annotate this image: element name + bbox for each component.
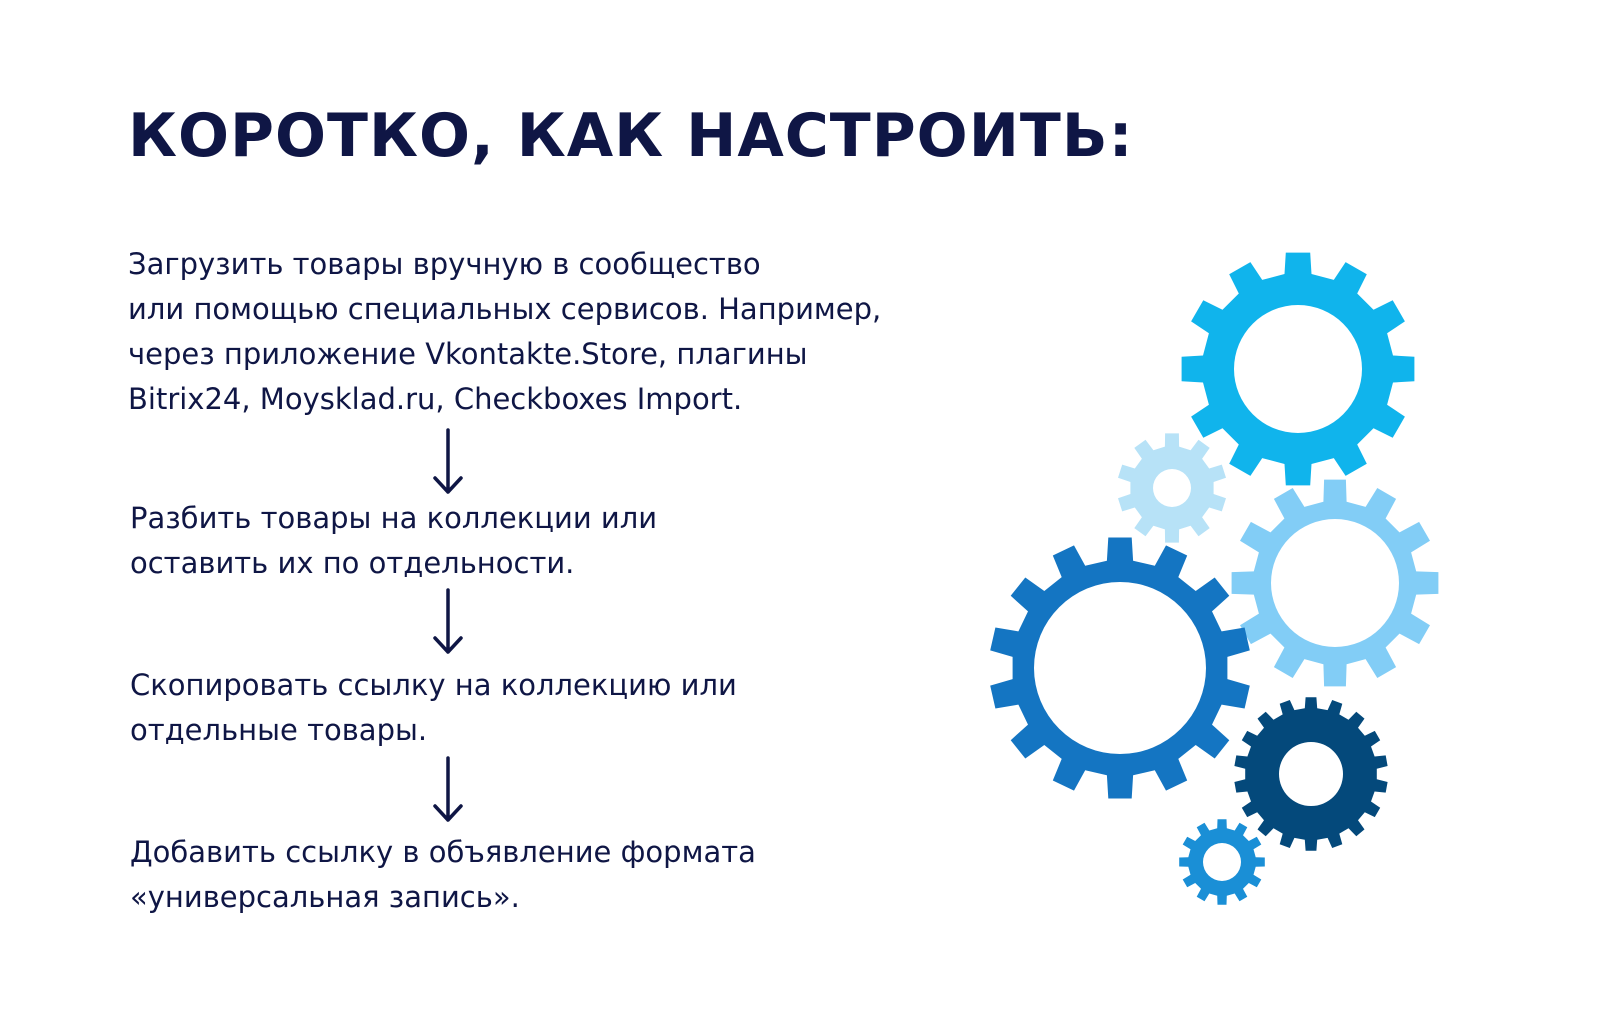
step-2-line-1: Разбить товары на коллекции или: [130, 501, 658, 535]
step-4-line-1: Добавить ссылку в объявление формата: [130, 835, 756, 869]
gear-icon: [1232, 480, 1439, 687]
step-3-text: [130, 663, 737, 753]
step-4-text: [130, 830, 756, 920]
gear-icon: [990, 538, 1250, 799]
gear-icon: [1118, 433, 1226, 542]
gear-icon: [1182, 253, 1415, 486]
arrow-down-icon: [428, 588, 468, 658]
step-1-line-4: Bitrix24, Moysklad.ru, Checkboxes Import.: [128, 382, 743, 416]
page-title: КОРОТКО, КАК НАСТРОИТЬ:: [128, 101, 1134, 171]
step-1-text: [128, 242, 881, 422]
gear-icon: [1179, 819, 1265, 905]
step-2-line-2: оставить их по отдельности.: [130, 546, 575, 580]
step-3-line-2: отдельные товары.: [130, 713, 428, 747]
step-3-line-1: Скопировать ссылку на коллекцию или: [130, 668, 737, 702]
step-1-line-3: через приложение Vkontakte.Store, плагины: [128, 337, 808, 371]
step-1-line-1: Загрузить товары вручную в сообщество: [128, 247, 761, 281]
gear-icon: [1234, 697, 1387, 851]
arrow-down-icon: [428, 428, 468, 498]
step-2-text: [130, 496, 657, 586]
step-4-line-2: «универсальная запись».: [130, 880, 520, 914]
step-1-line-2: или помощью специальных сервисов. Например,: [128, 292, 882, 326]
arrow-down-icon: [428, 756, 468, 826]
